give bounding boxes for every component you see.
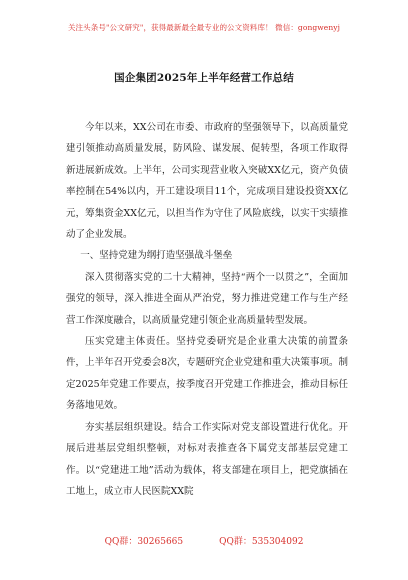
section-heading: 一、坚持党建为纲打造坚强战斗堡垒 [80, 250, 233, 262]
bottom-banner [0, 534, 408, 547]
paragraph-responsibility: 压实党建主体责任。坚持党委研究是企业重大决策的前置条件，上半年召开党委会8次，专题研究企业党建和重大决策事项。制定2025年党建工作要点，按季度召开党建工作推进会，推动目标任务落地见效。 [66, 336, 348, 412]
qq-group-1: QQ群：30265665 [104, 537, 184, 547]
paragraph-intro: 今年以来，XX公司在市委、市政府的坚强领导下，以高质量党建引领推动高质量发展，防风险、谋发展、促转型，各项工作取得新进展新成效。上半年，公司实现营业收入突破XX亿元，资产负债率控制在54%以内，开工建设项目11个，完成项目建设投资XX亿元，筹集资金XX亿元，以担当作为守住了风险底线，以实干实绩推动了企业发展。 [66, 122, 348, 241]
qq-group-2: QQ群：535304092 [219, 537, 304, 547]
paragraph-grassroots: 夯实基层组织建设。结合工作实际对党支部设置进行优化。开展后进基层党组织整顿，对标对表推查各下属党支部基层党建工作。以“党建进工地”活动为载体，将支部建在项目上，把党旗插在工地上，成立市人民医院XX院 [66, 421, 348, 497]
top-banner: 关注头条号"公文研究"，获得最新最全最专业的公文资料库！ 微信：gongwenyj [67, 23, 341, 32]
document-title: 国企集团2025年上半年经营工作总结 [114, 72, 294, 84]
document-body [66, 117, 348, 502]
paragraph-party-building: 深入贯彻落实党的二十大精神，坚持“两个一以贯之”，全面加强党的领导，深入推进全面从严治党，努力推进党建工作与生产经营工作深度融合，以高质量党建引领企业高质量转型发展。 [66, 271, 348, 326]
